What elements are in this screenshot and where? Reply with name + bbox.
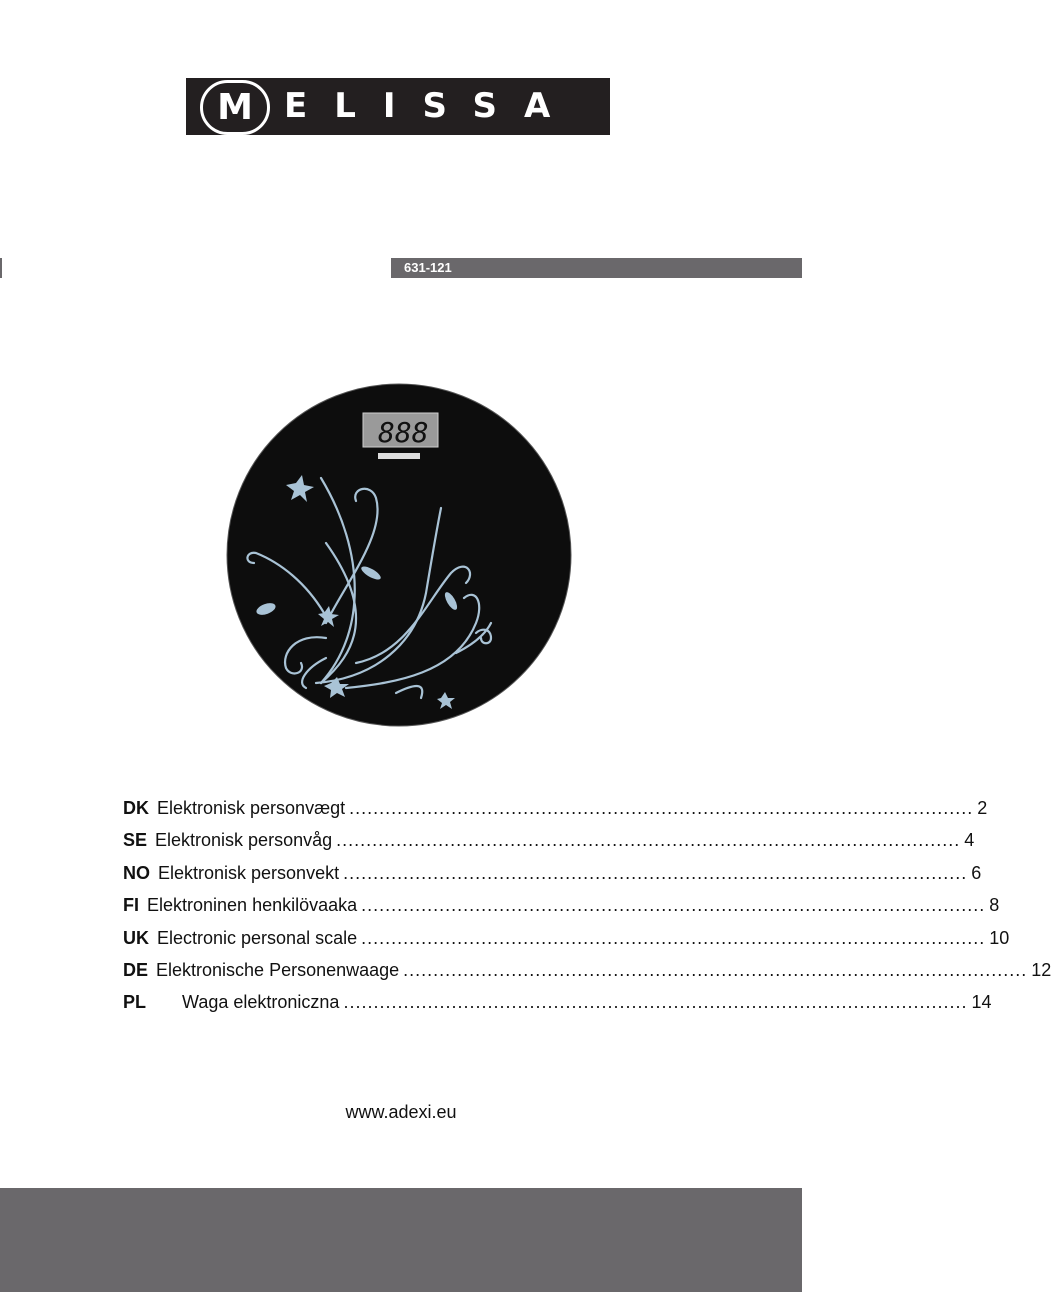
- toc-title: Elektronische Personenwaage: [156, 959, 400, 980]
- toc-page-number: 4: [964, 830, 975, 851]
- toc-language-code: SE: [123, 830, 148, 851]
- model-number: 631-121: [404, 260, 452, 275]
- toc-language-code: UK: [123, 927, 149, 948]
- toc-row-se[interactable]: [123, 828, 975, 860]
- table-of-contents: [123, 796, 1051, 1023]
- toc-row-no[interactable]: [123, 861, 982, 893]
- toc-leader-dots: ........................................................................................................: [361, 927, 986, 948]
- toc-title: Electronic personal scale: [157, 927, 358, 948]
- toc-page-number: 2: [977, 798, 988, 818]
- toc-title: Elektroninen henkilövaaka: [147, 895, 358, 916]
- toc-page-number: 14: [971, 992, 992, 1013]
- toc-title: Elektronisk personvekt: [158, 862, 340, 883]
- toc-leader-dots: ........................................................................................................: [343, 992, 968, 1013]
- toc-row-pl[interactable]: [123, 990, 992, 1022]
- toc-page-number: 10: [989, 927, 1010, 948]
- footer-bar: [0, 1188, 802, 1292]
- toc-language-code: FI: [123, 895, 139, 916]
- toc-language-code: DE: [123, 959, 149, 980]
- toc-leader-dots: ........................................................................................................: [361, 895, 986, 916]
- toc-leader-dots: ........................................................................................................: [349, 798, 974, 818]
- toc-page-number: 12: [1031, 959, 1051, 980]
- toc-leader-dots: ........................................................................................................: [336, 830, 961, 851]
- toc-row-uk[interactable]: [123, 926, 1010, 958]
- scale-lcd-digits: 888: [378, 416, 429, 449]
- toc-language-code: PL: [123, 992, 147, 1013]
- toc-leader-dots: ........................................................................................................: [403, 959, 1028, 980]
- model-bar: [391, 258, 802, 278]
- toc-row-dk[interactable]: [123, 796, 988, 828]
- logo-m-letter: M: [200, 80, 270, 135]
- toc-title: Elektronisk personvægt: [157, 798, 346, 818]
- toc-language-code: DK: [123, 798, 149, 818]
- scale-brand-plate: [378, 453, 420, 459]
- toc-page-number: 6: [971, 862, 982, 883]
- toc-title: Waga elektroniczna: [182, 992, 340, 1013]
- toc-title: Elektronisk personvåg: [155, 830, 333, 851]
- website-url[interactable]: www.adexi.eu: [345, 1102, 457, 1122]
- toc-page-number: 8: [989, 895, 1000, 916]
- scale-illustration: [226, 383, 572, 727]
- toc-leader-dots: ........................................................................................................: [343, 862, 968, 883]
- left-edge-mark: [0, 258, 2, 278]
- melissa-logo: [186, 78, 610, 135]
- toc-row-de[interactable]: [123, 958, 1051, 990]
- toc-row-fi[interactable]: [123, 893, 1000, 925]
- logo-wordmark: ELISSA: [284, 86, 578, 126]
- toc-language-code: NO: [123, 862, 150, 883]
